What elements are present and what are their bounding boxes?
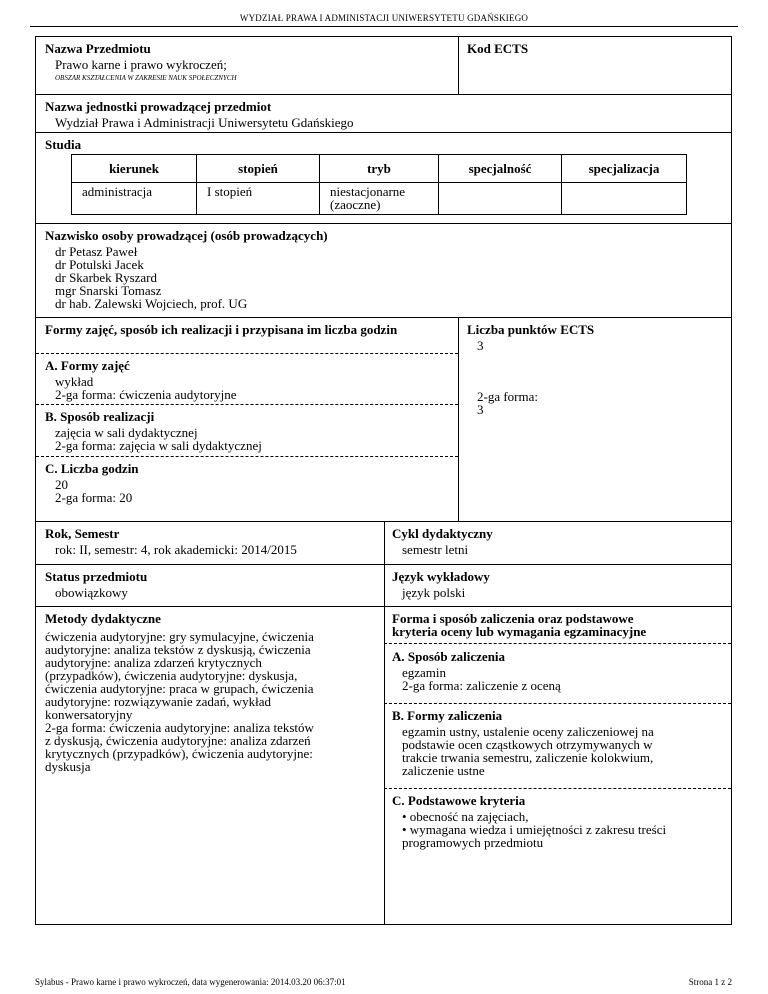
studies-section [36, 133, 731, 224]
subject-name: Prawo karne i prawo wykroczeń; [55, 57, 227, 72]
methods-line: audytoryjne: analiza tekstów z dyskusją, ćwiczenia [45, 642, 311, 657]
assessment-b-line: trakcie trwania semestru, zaliczenie kolokwium, [402, 750, 654, 765]
forms-c [36, 456, 458, 525]
forms-left [36, 318, 458, 525]
val-kierunek: administracja [72, 183, 197, 215]
status-value: obowiązkowy [55, 585, 128, 600]
forms-c-label: C. Liczba godzin [45, 461, 139, 476]
unit-label: Nazwa jednostki prowadzącej przedmiot [45, 99, 272, 114]
subject-section [36, 37, 731, 95]
forms-a [36, 353, 458, 404]
ects-value: 3 [477, 338, 484, 353]
forms-c-line: 20 [55, 477, 68, 492]
ects-label: Liczba punktów ECTS [467, 322, 595, 337]
col-specjalnosc: specjalność [439, 155, 562, 183]
lecturer-name: dr Petasz Paweł [55, 244, 138, 259]
ects-second-label: 2-ga forma: [477, 389, 539, 404]
year-section [36, 522, 731, 565]
forms-c-line: 2-ga forma: 20 [55, 490, 133, 505]
assessment-a-label: A. Sposób zaliczenia [392, 649, 506, 664]
footer-page-number: Strona 1 z 2 [688, 977, 732, 987]
assessment-label-line: Forma i sposób zaliczenia oraz podstawowe [392, 611, 634, 626]
assessment-block [384, 607, 731, 924]
footer-left: Sylabus - Prawo karne i prawo wykroczeń, data wygenerowania: 2014.03.20 06:37:01 [35, 977, 346, 987]
lecturers-list [45, 242, 328, 310]
assessment-a [384, 643, 731, 703]
lecturer-name: dr Skarbek Ryszard [55, 270, 158, 285]
assessment-c-label: C. Podstawowe kryteria [392, 793, 526, 808]
language-label: Język wykładowy [392, 569, 490, 584]
unit-section [36, 95, 731, 133]
methods-line: z dyskusją, ćwiczenia audytoryjne: analiza zdarzeń [45, 733, 311, 748]
methods-line: audytoryjne: rozwiązywanie zadań, wykład [45, 694, 271, 709]
year-label: Rok, Semestr [45, 526, 120, 541]
assessment-label [384, 607, 731, 643]
forms-b-label: B. Sposób realizacji [45, 409, 155, 424]
syllabus-document [35, 36, 732, 925]
assessment-c-line: • wymagana wiedza i umiejętności z zakresu treści [402, 822, 667, 837]
assessment-a-line: egzamin [402, 665, 447, 680]
forms-a-line: wykład [55, 374, 94, 389]
assessment-c-line: programowych przedmiotu [402, 835, 544, 850]
year-value: rok: II, semestr: 4, rok akademicki: 2014/2015 [55, 542, 297, 557]
methods-line: 2-ga forma: ćwiczenia audytoryjne: analiza tekstów [45, 720, 314, 735]
status-section [36, 565, 731, 607]
methods-section [36, 607, 731, 924]
studies-header-row [72, 155, 687, 183]
assessment-c [384, 788, 731, 924]
methods-label: Metody dydaktyczne [45, 611, 161, 626]
assessment-a-line: 2-ga forma: zaliczenie z oceną [402, 678, 561, 693]
methods-text [45, 625, 377, 773]
forms-b [36, 404, 458, 456]
studies-table [71, 154, 687, 215]
assessment-b-line: podstawie ocen cząstkowych otrzymywanych w [402, 737, 653, 752]
methods-line: ćwiczenia audytoryjne: praca w grupach, ćwiczenia [45, 681, 314, 696]
forms-b-line: zajęcia w sali dydaktycznej [55, 425, 198, 440]
assessment-b-line: zaliczenie ustne [402, 763, 485, 778]
ects-code-label: Kod ECTS [467, 41, 529, 56]
ects-points [467, 323, 594, 416]
forms-section [36, 318, 731, 522]
methods-line: dyskusja [45, 759, 91, 774]
assessment-c-line: • obecność na zajęciach, [402, 809, 529, 824]
methods-line: (przypadków), ćwiczenia audytoryjne: dyskusja, [45, 668, 298, 683]
col-tryb: tryb [320, 155, 439, 183]
page-header: WYDZIAŁ PRAWA I ADMINISTACJI UNIWERSYTETU GDAŃSKIEGO [239, 13, 529, 23]
methods-line: ćwiczenia audytoryjne: gry symulacyjne, ćwiczenia [45, 629, 314, 644]
subject-area: OBSZAR KSZTAŁCENIA W ZAKRESIE NAUK SPOŁECZNYCH [55, 74, 237, 82]
cycle-value: semestr letni [402, 542, 469, 557]
lecturer-name: mgr Snarski Tomasz [55, 283, 162, 298]
forms-b-line: 2-ga forma: zajęcia w sali dydaktycznej [55, 438, 262, 453]
cycle-label: Cykl dydaktyczny [392, 526, 493, 541]
col-stopien: stopień [197, 155, 320, 183]
assessment-label-line: kryteria oceny lub wymagania egzaminacyjne [392, 624, 647, 639]
val-specjalnosc [439, 183, 562, 215]
ects-second-value: 3 [477, 402, 484, 417]
forms-a-line: 2-ga forma: ćwiczenia audytoryjne [55, 387, 237, 402]
forms-a-label: A. Formy zajęć [45, 358, 130, 373]
lecturer-name: dr hab. Zalewski Wojciech, prof. UG [55, 296, 248, 311]
header-rule [30, 26, 738, 27]
methods-line: konwersatoryjny [45, 707, 133, 722]
lecturer-name: dr Potulski Jacek [55, 257, 144, 272]
status-label: Status przedmiotu [45, 569, 148, 584]
studies-value-row [72, 183, 687, 215]
col-kierunek: kierunek [72, 155, 197, 183]
methods-block [45, 612, 377, 773]
language-value: język polski [402, 585, 466, 600]
studies-label: Studia [45, 137, 82, 152]
lecturers-label: Nazwisko osoby prowadzącej (osób prowadzących) [45, 228, 328, 243]
assessment-b [384, 703, 731, 788]
unit-value: Wydział Prawa i Administracji Uniwersytetu Gdańskiego [55, 115, 354, 130]
val-specjalizacja [562, 183, 687, 215]
val-tryb: niestacjonarne (zaoczne) [320, 183, 439, 215]
methods-line: audytoryjne: analiza zdarzeń krytycznych [45, 655, 262, 670]
assessment-b-line: egzamin ustny, ustalenie oceny zaliczeniowej na [402, 724, 654, 739]
val-stopien: I stopień [197, 183, 320, 215]
methods-line: krytycznych (przypadków), ćwiczenia audytoryjne: [45, 746, 313, 761]
assessment-b-label: B. Formy zaliczenia [392, 708, 503, 723]
col-specjalizacja: specjalizacja [562, 155, 687, 183]
forms-label: Formy zajęć, sposób ich realizacji i przypisana im liczba godzin [45, 322, 398, 337]
subject-label: Nazwa Przedmiotu [45, 41, 151, 56]
lecturers-section [36, 224, 731, 318]
